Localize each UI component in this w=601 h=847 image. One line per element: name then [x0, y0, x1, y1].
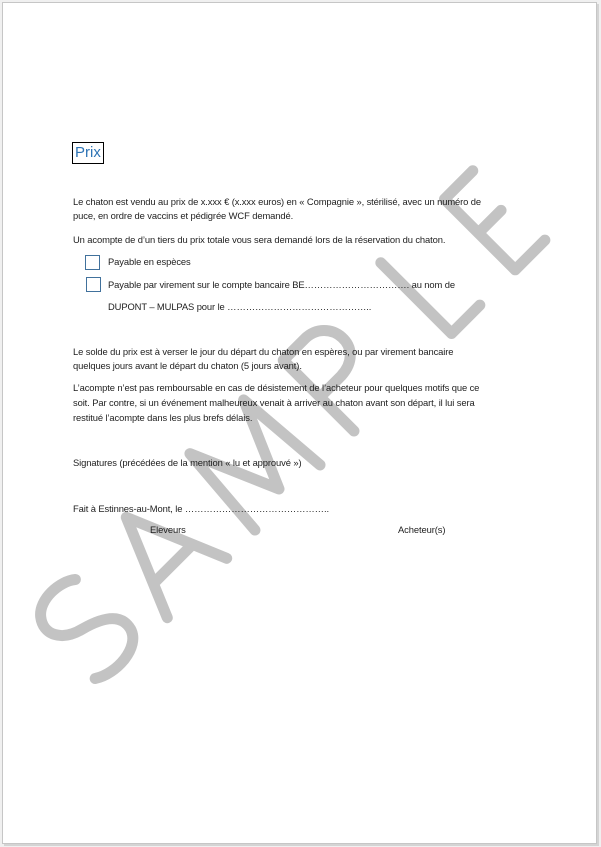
option-bank-transfer-label: Payable par virement sur le compte bancaire BE……………………………. au nom de	[108, 279, 455, 290]
place-date-line: Fait à Estinnes-au-Mont, le ………………………………………..	[73, 503, 329, 514]
checkbox-bank-transfer[interactable]	[86, 277, 101, 292]
price-paragraph-line1: Le chaton est vendu au prix de x.xxx € (x.xxx euros) en « Compagnie », stérilisé, avec un numéro de	[73, 196, 482, 207]
refund-paragraph-line2: soit. Par contre, si un événement malheureux venait à arriver au chaton avant son départ, il lui sera	[73, 397, 475, 408]
refund-paragraph-line1: L’acompte n’est pas remboursable en cas de désistement de l’acheteur pour quelques motifs que ce	[73, 382, 480, 393]
checkbox-cash[interactable]	[85, 255, 100, 270]
signatures-line: Signatures (précédées de la mention « lu et approuvé »)	[73, 457, 302, 468]
balance-paragraph-line2: quelques jours avant le départ du chaton (5 jours avant).	[73, 360, 302, 371]
signatory-breeders: Eleveurs	[150, 524, 186, 535]
section-heading-prix: Prix	[72, 142, 104, 164]
signatory-buyers: Acheteur(s)	[398, 524, 446, 535]
option-bank-transfer-continuation: DUPONT – MULPAS pour le ………………………………………..	[108, 301, 372, 312]
option-cash-label: Payable en espèces	[108, 256, 191, 267]
refund-paragraph-line3: restitué l’acompte dans les plus brefs délais.	[73, 412, 253, 423]
balance-paragraph-line1: Le solde du prix est à verser le jour du départ du chaton en espères, ou par virement bancaire	[73, 346, 454, 357]
deposit-paragraph: Un acompte de d’un tiers du prix totale vous sera demandé lors de la réservation du chaton.	[73, 234, 446, 245]
price-paragraph-line2: puce, en ordre de vaccins et pédigrée WCF demandé.	[73, 210, 294, 221]
